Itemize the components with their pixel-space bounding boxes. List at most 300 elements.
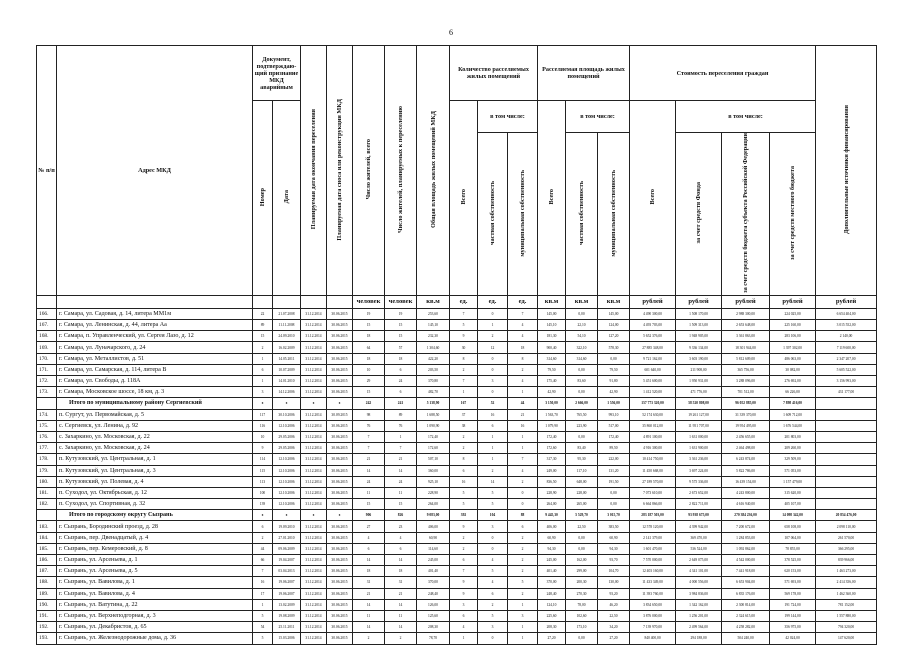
table-cell: 6 xyxy=(450,610,478,621)
row-number-cell: 177. xyxy=(37,443,57,454)
table-cell: 14 xyxy=(385,465,417,476)
table-cell: 7 xyxy=(450,308,478,319)
table-cell: 2 xyxy=(508,555,538,566)
table-cell: 11 xyxy=(385,610,417,621)
table-cell: 16.02.2009 xyxy=(273,342,301,353)
table-cell: 401,40 xyxy=(417,566,450,577)
table-cell: 4 542 000,00 xyxy=(722,555,770,566)
address-cell: г. Сызрань, ул. Железнодорожные дома, д. 36 xyxy=(57,633,253,644)
table-cell: 0 xyxy=(478,532,508,543)
table-cell: 208,30 xyxy=(417,622,450,633)
table-cell: 1 256 201,00 xyxy=(676,610,722,621)
row-number-cell xyxy=(37,510,57,521)
table-cell: 5 xyxy=(450,487,478,498)
table-cell: 1 508 170,00 xyxy=(676,308,722,319)
table-cell: 124,00 xyxy=(598,320,630,331)
table-cell: 12.10.2006 xyxy=(273,487,301,498)
table-cell: 31.12.2014 xyxy=(301,465,327,476)
table-cell: 93,70 xyxy=(598,555,630,566)
table-cell: 31.12.2014 xyxy=(301,499,327,510)
table-cell: 223,90 xyxy=(566,420,598,431)
table-row xyxy=(37,364,877,375)
table-cell: 8 xyxy=(508,353,538,364)
table-cell: 5 529,70 xyxy=(566,510,598,521)
table-cell: 42,90 xyxy=(598,387,630,398)
table-cell: 15 xyxy=(385,320,417,331)
table-cell: 14 xyxy=(353,465,385,476)
table-cell: 1 079,90 xyxy=(538,420,566,431)
table-cell: 1 950 931,00 xyxy=(676,376,722,387)
table-cell: 30.06.2015 xyxy=(327,633,353,644)
table-cell: 265,00 xyxy=(566,499,598,510)
table-cell: 17 xyxy=(253,588,273,599)
col-area-group-header: Расселяемая площадь жилых помещений xyxy=(538,46,630,101)
table-cell: 0 xyxy=(478,387,508,398)
table-cell: 31.12.2014 xyxy=(301,633,327,644)
table-cell: 30.06.2015 xyxy=(327,320,353,331)
table-cell: 22,10 xyxy=(566,320,598,331)
table-cell: 4 000 556,00 xyxy=(676,577,722,588)
table-cell: 89,50 xyxy=(598,443,630,454)
address-cell: г. Самара, ул. Ленинская, д. 44, литера Аа xyxy=(57,320,253,331)
unit-cell: человек xyxy=(353,295,385,308)
unit-cell xyxy=(301,295,327,308)
table-cell: 31.12.2014 xyxy=(301,308,327,319)
address-cell: с. Захаркино, ул. Московская, д. 24 xyxy=(57,443,253,454)
row-number-cell: 186. xyxy=(37,555,57,566)
col-doc-number-header: Номер xyxy=(253,101,273,296)
table-cell: 4 xyxy=(385,532,417,543)
table-row xyxy=(37,487,877,498)
address-cell: г. Сызрань, пер. Кемеровский, д. 8 xyxy=(57,543,253,554)
table-cell: 18 xyxy=(353,566,385,577)
table-cell: 30.06.2015 xyxy=(327,376,353,387)
table-cell xyxy=(816,465,877,476)
table-row xyxy=(37,532,877,543)
table-cell: 7 xyxy=(353,431,385,442)
table-cell: 2 xyxy=(478,465,508,476)
table-cell: 471 776,00 xyxy=(676,387,722,398)
col-area-private-header: частная собственность xyxy=(566,133,598,296)
address-cell: п. Суходол, ул. Октябрьская, д. 12 xyxy=(57,487,253,498)
col-regional-header: за счет средств бюджета субъекта Российской Федерации xyxy=(722,133,770,296)
table-cell: 14.12.2006 xyxy=(273,387,301,398)
table-cell: 29.05.2006 xyxy=(273,443,301,454)
table-cell: 124,10 xyxy=(538,599,566,610)
table-cell: x xyxy=(273,510,301,521)
table-cell: 0 xyxy=(478,364,508,375)
table-cell: 2 xyxy=(508,364,538,375)
table-cell: 31.12.2014 xyxy=(301,532,327,543)
table-cell: 15 xyxy=(385,331,417,342)
address-cell: г. Самара, ул. Металлистов, д. 51 xyxy=(57,353,253,364)
table-cell: 76 xyxy=(353,420,385,431)
table-cell: 839 966,00 xyxy=(816,555,877,566)
table-cell: 89 xyxy=(253,320,273,331)
table-cell: 34,20 xyxy=(598,622,630,633)
col-residents-total-header: Число жителей, всего xyxy=(353,46,385,296)
table-row xyxy=(37,420,877,431)
unit-cell xyxy=(57,295,253,308)
table-cell: 22 xyxy=(253,308,273,319)
unit-cell: человек xyxy=(385,295,417,308)
table-cell: 21 xyxy=(385,454,417,465)
table-cell: 30.06.2015 xyxy=(327,353,353,364)
table-cell: 5 xyxy=(478,499,508,510)
table-cell: 21 xyxy=(508,409,538,420)
table-cell: 31.12.2014 xyxy=(301,342,327,353)
table-cell: 30.10.2006 xyxy=(273,409,301,420)
table-cell: 378 525,00 xyxy=(770,555,816,566)
table-cell: 162,00 xyxy=(566,555,598,566)
table-cell: 431 177,00 xyxy=(816,387,877,398)
table-cell: 1 xyxy=(508,622,538,633)
table-cell: 104,70 xyxy=(598,566,630,577)
table-cell: 10.07.2009 xyxy=(273,364,301,375)
table-cell: 517,00 xyxy=(598,420,630,431)
table-cell: 31.12.2014 xyxy=(301,476,327,487)
table-cell: 91,80 xyxy=(598,376,630,387)
table-cell: 114,60 xyxy=(417,543,450,554)
table-cell: 0 xyxy=(478,353,508,364)
table-cell: 406,00 xyxy=(538,521,566,532)
col-count-private-header: частная собственность xyxy=(478,133,508,296)
table-cell: 276 692,00 xyxy=(770,376,816,387)
table-cell: 0,00 xyxy=(566,308,598,319)
row-number-cell: 190. xyxy=(37,599,57,610)
table-cell: 1 601 470,00 xyxy=(630,543,676,554)
table-cell: 365 756,00 xyxy=(722,364,770,375)
table-cell: 76 xyxy=(385,420,417,431)
table-cell: 392 xyxy=(450,510,478,521)
table-cell: 125,60 xyxy=(417,610,450,621)
table-cell: 30.06.2015 xyxy=(327,543,353,554)
table-cell: 38 xyxy=(450,420,478,431)
table-cell: 14.05.2011 xyxy=(273,353,301,364)
table-cell: 117,10 xyxy=(566,465,598,476)
table-cell: 1 509 313,00 xyxy=(676,320,722,331)
table-cell: 27.01.2010 xyxy=(273,532,301,543)
unit-cell xyxy=(327,295,353,308)
table-row xyxy=(37,555,877,566)
address-cell: с. Захаркино, ул. Московская, д. 22 xyxy=(57,431,253,442)
table-cell: 9 xyxy=(450,331,478,342)
table-cell: 370,00 xyxy=(417,577,450,588)
table-cell: 203,50 xyxy=(417,364,450,375)
table-cell: 30.06.2015 xyxy=(327,487,353,498)
table-cell: 4 xyxy=(508,331,538,342)
table-cell: 64 xyxy=(353,342,385,353)
table-cell: 0,00 xyxy=(566,543,598,554)
col-planned-end-header: Планируемая дата окончания переселения xyxy=(301,46,327,296)
row-number-cell: 178. xyxy=(37,454,57,465)
table-cell: 6 xyxy=(508,521,538,532)
table-cell: 19 261 127,00 xyxy=(676,409,722,420)
table-cell: 299,00 xyxy=(566,566,598,577)
table-cell: 4 341 101,00 xyxy=(676,566,722,577)
total-row xyxy=(37,398,877,409)
table-cell: 3 xyxy=(478,521,508,532)
row-number-cell: 185. xyxy=(37,543,57,554)
col-doc-date-header: Дата xyxy=(273,101,301,296)
table-cell: 6 xyxy=(478,588,508,599)
table-cell: 7 570 000,00 xyxy=(630,555,676,566)
table-cell: 3 361 236,00 xyxy=(676,454,722,465)
table-cell: 765,50 xyxy=(566,409,598,420)
table-cell: 7 139 970,00 xyxy=(630,622,676,633)
table-cell: 329 509,00 xyxy=(770,454,816,465)
table-cell: 2 499 564,00 xyxy=(676,622,722,633)
table-cell: 4 258 282,00 xyxy=(722,622,770,633)
table-cell: 15 xyxy=(385,499,417,510)
table-cell: 3 015 552,00 xyxy=(816,320,877,331)
table-cell: 172,60 xyxy=(538,443,566,454)
table-cell: 2 xyxy=(478,331,508,342)
table-row xyxy=(37,431,877,442)
table-cell: 6 243 874,00 xyxy=(722,454,770,465)
table-cell: 1 xyxy=(478,454,508,465)
table-cell: 78,70 xyxy=(417,633,450,644)
table-cell: 2 673 652,00 xyxy=(676,487,722,498)
table-cell: 4 916 300,00 xyxy=(630,443,676,454)
table-cell: 2 xyxy=(508,543,538,554)
table-cell: 54 xyxy=(253,622,273,633)
table-cell: 1 xyxy=(508,443,538,454)
col-additional-header: Дополнительные источники финансирования xyxy=(816,46,877,296)
table-cell: 1 xyxy=(450,633,478,644)
row-number-cell: 193. xyxy=(37,633,57,644)
unit-cell xyxy=(37,295,57,308)
address-cell: г. Сызрань, ул. Верхнеподгорная, д. 3 xyxy=(57,610,253,621)
table-cell: 52 xyxy=(478,398,508,409)
table-cell: 139 xyxy=(253,499,273,510)
table-cell: 9 xyxy=(450,588,478,599)
table-cell: 172,40 xyxy=(598,431,630,442)
col-count-municipal-header: муниципальная собственность xyxy=(508,133,538,296)
table-cell: 4 616 940,00 xyxy=(722,499,770,510)
table-cell: 836,50 xyxy=(538,476,566,487)
table-cell: 4 490 300,00 xyxy=(630,308,676,319)
table-cell: x xyxy=(327,510,353,521)
row-number-cell: 173. xyxy=(37,387,57,398)
table-cell: 228,90 xyxy=(417,487,450,498)
table-cell: 14 xyxy=(385,622,417,633)
table-cell: 27,20 xyxy=(538,633,566,644)
table-cell xyxy=(816,420,877,431)
table-cell: 93 938 675,00 xyxy=(676,510,722,521)
table-cell: 19.08.2009 xyxy=(273,610,301,621)
table-cell: 4 493 703,00 xyxy=(630,320,676,331)
table-cell: 98 xyxy=(353,409,385,420)
table-cell: 4 xyxy=(450,622,478,633)
table-cell: 9 575 336,00 xyxy=(676,476,722,487)
table-cell: 113 xyxy=(253,476,273,487)
table-cell: 906 xyxy=(353,510,385,521)
table-cell: 201 803,00 xyxy=(770,431,816,442)
table-cell: 1 157 479,00 xyxy=(770,476,816,487)
table-cell: 2 653 648,00 xyxy=(722,320,770,331)
table-cell: 14 xyxy=(353,622,385,633)
table-row xyxy=(37,443,877,454)
table-cell: 52 174 630,00 xyxy=(630,409,676,420)
table-cell: 422,20 xyxy=(417,353,450,364)
table-cell: 3 834 650,00 xyxy=(630,599,676,610)
table-cell: 30 082,00 xyxy=(770,364,816,375)
address-cell: г. Сызрань, Бородинский проезд, д. 28 xyxy=(57,521,253,532)
table-cell: 172,40 xyxy=(538,431,566,442)
table-cell: 2 xyxy=(478,599,508,610)
table-cell: 406,00 xyxy=(417,521,450,532)
table-cell: 1 412 520,00 xyxy=(630,387,676,398)
table-cell: 0 xyxy=(508,499,538,510)
table-cell: 11 951 707,00 xyxy=(676,420,722,431)
table-cell: 30.06.2015 xyxy=(327,599,353,610)
table-cell: 2 666,00 xyxy=(566,398,598,409)
table-cell: 648,00 xyxy=(566,476,598,487)
table-row xyxy=(37,610,877,621)
table-cell: 241 xyxy=(385,398,417,409)
table-cell: 0 xyxy=(508,487,538,498)
table-cell: 9 336 134,00 xyxy=(676,342,722,353)
address-cell: Итого по муниципальному району Сергиевский xyxy=(57,398,253,409)
table-cell: 1 090,90 xyxy=(417,420,450,431)
table-cell: 6 664 866,00 xyxy=(630,499,676,510)
table-cell: 1 557 880,00 xyxy=(816,610,877,621)
table-cell: 317,30 xyxy=(538,454,566,465)
table-cell: 15 xyxy=(353,320,385,331)
table-cell: 18 xyxy=(353,331,385,342)
table-row xyxy=(37,465,877,476)
table-cell: 9 xyxy=(253,443,273,454)
table-cell: 18 xyxy=(353,353,385,364)
table-cell: 42 024,00 xyxy=(770,633,816,644)
table-cell: 145,00 xyxy=(598,308,630,319)
table-cell: 536 524,00 xyxy=(676,543,722,554)
table-cell: 5 652 376,00 xyxy=(630,331,676,342)
table-row xyxy=(37,376,877,387)
address-cell: п. Кутузовский, ул. Центральная, д. 1 xyxy=(57,454,253,465)
table-cell: 199 144,00 xyxy=(770,610,816,621)
table-cell: 2 649 075,00 xyxy=(676,555,722,566)
table-cell: 2 347 207,00 xyxy=(816,353,877,364)
table-cell: 925,10 xyxy=(417,476,450,487)
table-cell: 370,00 xyxy=(538,577,566,588)
address-cell: г. Самара, ул. Свободы, д. 118А xyxy=(57,376,253,387)
table-cell: 0,00 xyxy=(566,364,598,375)
table-cell: 191,50 xyxy=(598,476,630,487)
table-cell: 172,40 xyxy=(417,431,450,442)
table-cell: 27,20 xyxy=(598,633,630,644)
table-cell: 145,10 xyxy=(538,320,566,331)
table-cell: 29.05.2006 xyxy=(273,431,301,442)
table-cell: 19.04.2007 xyxy=(273,555,301,566)
table-row xyxy=(37,320,877,331)
table-cell: 7 073 610,00 xyxy=(630,487,676,498)
table-cell: 79,50 xyxy=(538,364,566,375)
table-cell: 5 xyxy=(450,499,478,510)
col-local-header: за счет средств местного бюджета xyxy=(770,133,816,296)
table-cell: 5 xyxy=(450,320,478,331)
table-cell: 7 xyxy=(450,566,478,577)
table-cell: 35 860 012,00 xyxy=(630,420,676,431)
table-cell: 1 462 360,00 xyxy=(816,588,877,599)
table-cell: 4 xyxy=(508,320,538,331)
table-cell: 620 153,00 xyxy=(770,566,816,577)
table-cell: 794 320,00 xyxy=(816,622,877,633)
table-cell: 2 xyxy=(450,543,478,554)
unit-cell: рублей xyxy=(722,295,770,308)
table-cell: 3 xyxy=(450,599,478,610)
table-cell: 370,80 xyxy=(417,376,450,387)
table-cell: 0,00 xyxy=(598,353,630,364)
table-row xyxy=(37,599,877,610)
table-cell: 27 885 348,00 xyxy=(630,342,676,353)
table-cell: 840 400,00 xyxy=(630,633,676,644)
table-cell: 30.06.2015 xyxy=(327,476,353,487)
table-cell: 571 053,00 xyxy=(770,465,816,476)
table-cell: 83,60 xyxy=(566,376,598,387)
table-cell: 89 xyxy=(385,409,417,420)
table-row xyxy=(37,521,877,532)
col-total-area-header: Общая площадь жилых помещений МКД xyxy=(417,46,450,296)
row-number-cell: 170. xyxy=(37,353,57,364)
row-number-cell: 189. xyxy=(37,588,57,599)
table-cell: 30.06.2015 xyxy=(327,454,353,465)
table-cell: 6 xyxy=(253,364,273,375)
unit-cell: рублей xyxy=(770,295,816,308)
row-number-cell xyxy=(37,398,57,409)
table-cell: 1 304,60 xyxy=(417,342,450,353)
table-cell: 0,00 xyxy=(566,387,598,398)
table-cell: 60,90 xyxy=(538,532,566,543)
table-cell: 482,70 xyxy=(417,387,450,398)
table-cell: 167 xyxy=(450,398,478,409)
table-cell: 14 xyxy=(478,476,508,487)
table-cell: 0,00 xyxy=(566,431,598,442)
address-cell: г. Сызрань, ул. Вавилова, д. 4 xyxy=(57,588,253,599)
table-cell: 2 xyxy=(450,431,478,442)
table-cell: 2 xyxy=(508,476,538,487)
address-cell: п. Кутузовский, ул. Полевая, д. 4 xyxy=(57,476,253,487)
row-number-cell: 175. xyxy=(37,420,57,431)
table-cell: 60,90 xyxy=(598,532,630,543)
table-cell: 569 178,00 xyxy=(770,588,816,599)
table-cell: 175,40 xyxy=(538,376,566,387)
table-cell: 0,00 xyxy=(566,633,598,644)
table-cell: 27 xyxy=(353,521,385,532)
table-cell: 31.12.2014 xyxy=(301,610,327,621)
table-cell: 5 812 609,00 xyxy=(722,353,770,364)
col-count-total-header: Всего xyxy=(450,101,478,296)
table-cell: 117 xyxy=(253,409,273,420)
table-cell: 31.12.2014 xyxy=(301,588,327,599)
table-cell: 3 697 224,00 xyxy=(676,465,722,476)
col-address-header: Адрес МКД xyxy=(57,46,253,296)
address-cell: г. Сызрань, ул. Арсеньева, д. 1 xyxy=(57,555,253,566)
col-number-header: № п/п xyxy=(37,46,57,296)
table-cell: 2 464 498,00 xyxy=(722,443,770,454)
table-cell: 7 xyxy=(353,443,385,454)
table-cell: 322,10 xyxy=(566,342,598,353)
table-cell: 104 xyxy=(478,510,508,521)
table-cell: 3 015,70 xyxy=(598,510,630,521)
table-cell: 31.12.2014 xyxy=(301,387,327,398)
row-number-cell: 166. xyxy=(37,308,57,319)
table-cell: 1 092 862,00 xyxy=(722,543,770,554)
address-cell: г. Самара, ул. Луначарского, д. 24 xyxy=(57,342,253,353)
table-cell: 356 975,00 xyxy=(770,622,816,633)
table-cell: 1 xyxy=(253,599,273,610)
